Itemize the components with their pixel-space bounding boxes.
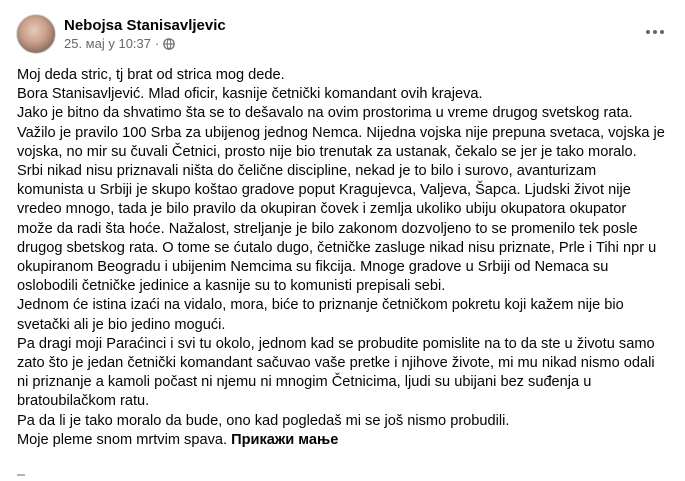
post-text-line: vredeo mnogo, tada je bilo pravilo da okupiran čovek i zemlja ukoliko ubiju okupatora okupator — [17, 201, 627, 218]
post-text-line: Jednom će istina izaći na vidalo, mora, biće to priznanje četničkom pokretu koji kažem nije bio — [17, 297, 624, 314]
post-text-line: ni priznanje a kamoli počast ni njemu ni mnogim Četnicima, ljudi su ubijani bez suđenja u — [17, 374, 592, 391]
separator-dot: · — [155, 36, 160, 51]
post-text-line: Pa da li je tako moralo da bude, ono kad pogledaš mi se još nismo probudili. — [17, 412, 510, 429]
post-text-last-line — [17, 431, 677, 450]
post-header — [16, 12, 226, 56]
post-text-line: može da radi šta hoće. Nažalost, streljanje je bilo zakonom dozvoljeno to se promenilo tek posle — [17, 220, 638, 237]
globe-icon[interactable] — [163, 38, 175, 50]
post-text-line: svetački ali je bio jedino mogući. — [17, 316, 226, 333]
post-text-final: Moje pleme snom mrtvim spava. — [17, 431, 228, 448]
avatar[interactable] — [16, 14, 56, 54]
post-text-line: Važilo je pravilo 100 Srba za ubijenog jednog Nemca. Nijedna vojska nije prepuna svetaca, vojska je — [17, 124, 665, 141]
post-meta — [64, 16, 226, 52]
author-name[interactable]: Nebojsa Stanisavljevic — [64, 17, 226, 34]
post-text-line: bratoubilačkom ratu. — [17, 393, 150, 410]
post-text-line: Srbi nikad nisu priznavali ništa do čelične discipline, nekad je to bilo i surovo, avanturizam — [17, 163, 597, 180]
post-subline — [64, 35, 226, 52]
post-body — [17, 66, 677, 450]
see-less-link[interactable]: Прикажи мање — [231, 431, 339, 448]
post-text-line: Pa dragi moji Paraćinci i svi tu okolo, jednom kad se probudite pomislite na to da ste u životu samo — [17, 335, 655, 352]
post-timestamp[interactable]: 25. мај у 10:37 — [64, 36, 151, 51]
post-text-line: drugog sbetskog rata. O tome se ćutalo dugo, četničke zasluge nikad nisu priznate, Prle i Tihi npr u — [17, 239, 657, 256]
divider — [17, 474, 25, 476]
post-text-line: Bora Stanisavljević. Mlad oficir, kasnije četnički komandant ovih krajeva. — [17, 86, 483, 103]
more-options-icon[interactable] — [643, 20, 667, 44]
post-text-line: komunista u Srbiji je skupo koštao gradove poput Kragujevca, Valjeva, Šapca. Ljudski život nije — [17, 182, 631, 199]
post-text-line: vojska, no mir su čuvali Četnici, prosto nije bio trenutak za ustanak, čekalo se jer je tako moralo. — [17, 143, 637, 160]
post-text-line: oslobodili četničke jedinice a kasnije su to komunisti prepisali sebi. — [17, 278, 446, 295]
post-text-line: Jako je bitno da shvatimo šta se to dešavalo na ovim prostorima u vreme drugog svetskog rata. — [17, 105, 633, 122]
post-text-line: zato što je jedan četnički komandant sačuvao vaše pretke i njihove živote, mi mu nikad nismo odali — [17, 355, 655, 372]
post-text-line: okupiranom Beogradu i ubijenim Nemcima su fikcija. Mnoge gradove u Srbiji od Nemaca su — [17, 259, 609, 276]
post-text-line: Moj deda stric, tj brat od strica mog dede. — [17, 67, 285, 83]
